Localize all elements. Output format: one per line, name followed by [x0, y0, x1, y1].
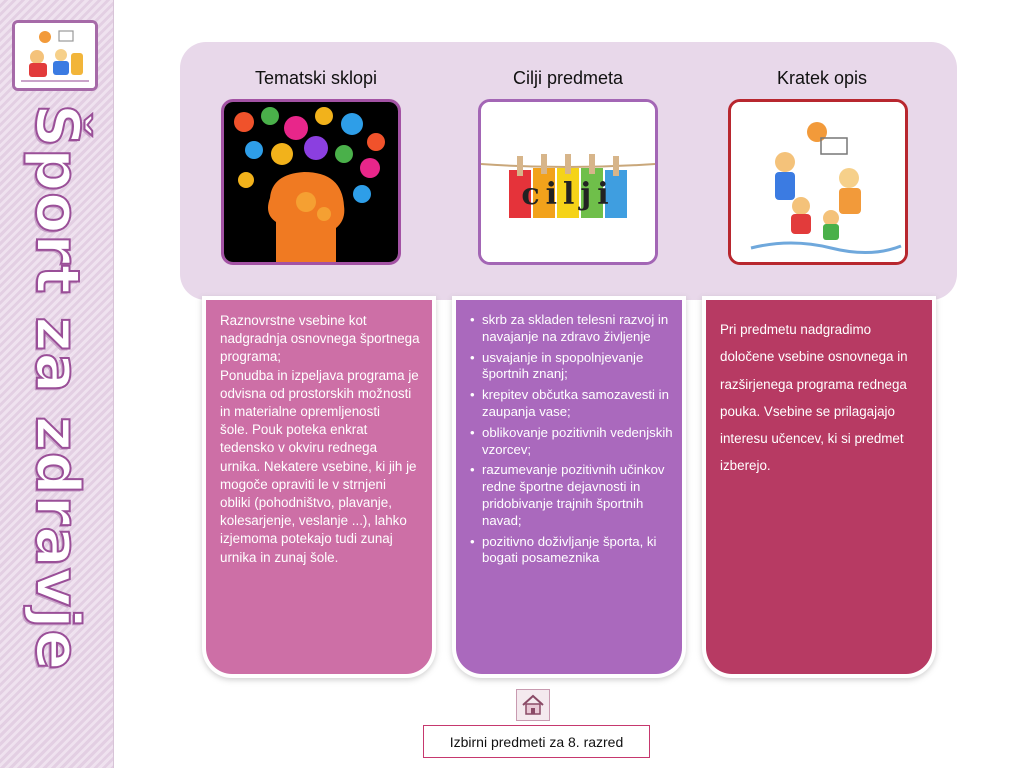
sidebar-title-text: Šport za zdravje [22, 104, 92, 672]
cilji-list-item: • pozitivno doživljanje športa, ki bogati posameznika [470, 534, 676, 568]
column-heading-cilji-predmeta: Cilji predmeta [512, 68, 624, 88]
card-cilji-predmeta [456, 300, 682, 674]
card-kratek-opis-text: Pri predmetu nadgradimo določene vsebine osnovnega in razširjenega programa rednega pouka. Vsebine se prilagajajo interesu učencev, ki si predmet izberejo. [720, 322, 908, 474]
izbirni-predmeti-link[interactable]: Izbirni predmeti za 8. razred [423, 725, 650, 758]
cilji-list-item: • krepitev občutka samozavesti in zaupanja vase; [470, 387, 676, 421]
card-tematski-sklopi-line: šole. Pouk poteka enkrat tedensko v okviru rednega urnika. Nekatere vsebine, ki jih je [220, 422, 417, 474]
tematski-sklopi-image [221, 99, 401, 265]
home-button[interactable] [516, 689, 550, 721]
sidebar [0, 0, 114, 768]
home-icon [521, 694, 545, 716]
cilji-list-item: • skrb za skladen telesni razvoj in navajanje na zdravo življenje [470, 312, 676, 346]
cilji-list-item: • usvajanje in spopolnjevanje športnih znanj; [470, 350, 676, 384]
card-tematski-sklopi [206, 300, 432, 674]
column-heading-tematski-sklopi: Tematski sklopi [254, 68, 378, 88]
card-tematski-sklopi-text [220, 312, 420, 567]
column-heading-kratek-opis: Kratek opis [776, 68, 868, 88]
sidebar-thumbnail-image [12, 20, 98, 91]
card-tematski-sklopi-line: Ponudba in izpeljava programa je odvisna od prostorskih možnosti in materialne opremljenosti [220, 367, 419, 420]
card-tematski-sklopi-line: mogoče opraviti le v strnjeni obliki (pohodništvo, plavanje, kolesarjenje, veslanje ...), lahko izjemoma potekajo tudi zunaj urnika in zunaj šole. [220, 476, 407, 565]
cilji-list [470, 312, 676, 571]
card-tematski-sklopi-line: Raznovrstne vsebine kot nadgradnja osnovnega športnega programa; [220, 313, 420, 365]
sidebar-title [12, 104, 102, 672]
cilji-predmeta-image [478, 99, 658, 265]
cilji-list-item: • razumevanje pozitivnih učinkov redne športne dejavnosti in pridobivanje trajnih športnih navad; [470, 462, 676, 529]
card-kratek-opis [706, 300, 932, 674]
kratek-opis-image [728, 99, 908, 265]
cilji-word-text: cilji [521, 177, 615, 212]
cilji-list-item: • oblikovanje pozitivnih vedenjskih vzorcev; [470, 425, 676, 459]
